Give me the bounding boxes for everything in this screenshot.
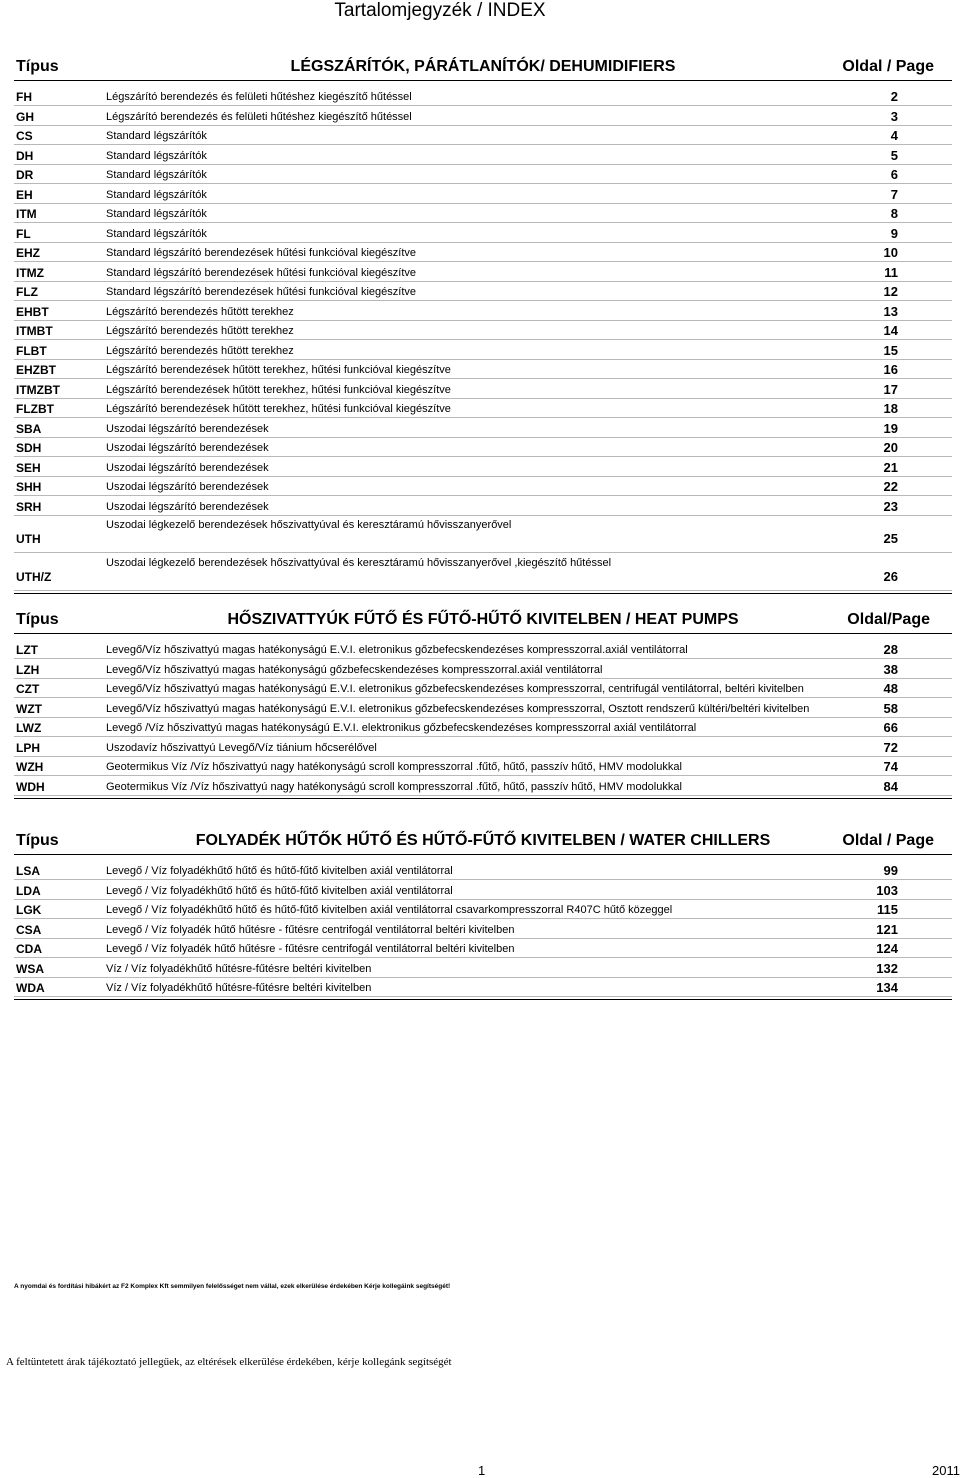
type-code: CZT: [16, 682, 40, 696]
index-row: [14, 459, 952, 477]
type-code: FH: [16, 90, 32, 104]
section-bottom-rule: [14, 798, 952, 799]
page-number-cell: 11: [884, 264, 898, 280]
row-description: Levegő / Víz folyadékhűtő hűtő és hűtő-fűtő kivitelben axiál ventilátorral: [106, 865, 453, 877]
row-description: Légszárító berendezés és felületi hűtéshez kiegészítő hűtéssel: [106, 110, 412, 123]
page-number-cell: 15: [883, 342, 898, 358]
row-description: Standard légszárítók: [106, 227, 207, 240]
page-column-header: Oldal / Page: [842, 58, 934, 75]
type-code: SDH: [16, 441, 42, 455]
type-code: WDA: [16, 981, 45, 995]
section-bottom-rule: [14, 593, 952, 594]
type-code: EHBT: [16, 304, 49, 319]
page-title: Tartalomjegyzék / INDEX: [334, 0, 546, 21]
row-description: Geotermikus Víz /Víz hőszivattyú nagy hatékonyságú scroll kompresszorral .fűtő, hűtő, passzív hűtő, HMV modolukkal: [106, 761, 682, 773]
type-code: SHH: [16, 480, 42, 494]
page-number-cell: 26: [883, 568, 898, 584]
page-number-cell: 20: [883, 440, 898, 455]
index-row: [14, 680, 952, 698]
type-code: FL: [16, 226, 31, 241]
index-row: [14, 127, 952, 145]
row-description: Levegő / Víz folyadék hűtő hűtésre - fűtésre centrifogál ventilátorral beltéri kivitelben: [106, 943, 515, 955]
type-code: WSA: [16, 961, 44, 976]
section-heat-pumps: [14, 605, 952, 799]
page-number-cell: 134: [876, 980, 898, 995]
type-code: LWZ: [16, 721, 42, 735]
index-rows: [14, 88, 952, 591]
index-row: [14, 186, 952, 204]
page-number-cell: 4: [890, 128, 898, 143]
row-description: Standard légszárítók: [106, 208, 207, 220]
row-description: Levegő/Víz hőszivattyú magas hatékonyságú E.V.I. eletronikus gőzbefecskendezéses kompresszorral.axiál ventilátorral: [106, 644, 688, 656]
type-code: CSA: [16, 922, 42, 937]
index-row: [14, 361, 952, 379]
page-number-cell: 58: [883, 700, 898, 716]
section-heading: LÉGSZÁRÍTÓK, PÁRÁTLANÍTÓK/ DEHUMIDIFIERS: [290, 58, 676, 75]
type-code: DH: [16, 148, 34, 163]
type-code: FLZ: [16, 285, 38, 299]
type-code: LZT: [16, 643, 38, 657]
type-code: ITM: [16, 207, 37, 221]
row-description: Levegő/Víz hőszivattyú magas hatékonyságú E.V.I. eletronikus gőzbefecskendezéses kompresszorral, Osztott rendszerű kültéri/beltéri kivitelben: [106, 702, 810, 715]
page-number-cell: 10: [883, 245, 898, 260]
type-code: SBA: [16, 421, 42, 436]
page-number-cell: 28: [883, 642, 898, 657]
row-description: Légszárító berendezés hűtött terekhez: [106, 305, 294, 318]
index-row: [14, 478, 952, 496]
index-row: [14, 166, 952, 184]
index-row: [14, 225, 952, 243]
row-description: Uszodavíz hőszivattyú Levegő/Víz tiánium hőcserélővel: [106, 741, 377, 754]
page-number: 1: [478, 1463, 486, 1478]
index-rows: [14, 862, 952, 997]
row-description: Levegő /Víz hőszivattyú magas hatékonyságú E.V.I. elektronikus gőzbefecskendezéses kompresszorral axiál ventilátorral: [106, 722, 697, 734]
index-row: [14, 517, 952, 553]
index-rows: [14, 641, 952, 796]
tipus-column-header: Típus: [16, 832, 59, 849]
index-row: [14, 700, 952, 718]
type-code: FLBT: [16, 343, 47, 358]
type-code: UTH/Z: [16, 569, 52, 584]
row-description: Standard légszárító berendezések hűtési funkcióval kiegészítve: [106, 266, 417, 279]
disclaimer-prices: A feltüntetett árak tájékoztató jellegűek, az eltérések elkerülése érdekében, kérje kollegánk segítségét: [6, 1356, 452, 1368]
page-number-cell: 9: [890, 225, 898, 241]
index-row: [14, 147, 952, 165]
page-number-cell: 3: [890, 108, 898, 124]
index-row: [14, 303, 952, 321]
page-number-cell: 16: [883, 362, 898, 377]
row-description: Standard légszárítók: [106, 130, 207, 142]
type-code: CDA: [16, 942, 42, 956]
row-description: Standard légszárítók: [106, 169, 207, 181]
row-description: Légszárító berendezések hűtött terekhez, hűtési funkcióval kiegészítve: [106, 383, 451, 396]
page-number-cell: 124: [876, 941, 898, 956]
section-header: [14, 52, 952, 81]
section-heading: FOLYADÉK HŰTŐK HŰTŐ ÉS HŰTŐ-FŰTŐ KIVITELBEN / WATER CHILLERS: [195, 832, 771, 849]
page-number-cell: 12: [883, 284, 898, 299]
row-description: Standard légszárító berendezések hűtési funkcióval kiegészítve: [106, 247, 417, 259]
row-description: Levegő / Víz folyadékhűtő hűtő és hűtő-fűtő kivitelben axiál ventilátorral: [106, 884, 453, 897]
type-code: WZT: [16, 701, 42, 716]
index-row: [14, 381, 952, 399]
row-description: Légszárító berendezés hűtött terekhez: [106, 344, 294, 357]
type-code: EHZ: [16, 246, 40, 260]
index-row: [14, 901, 952, 919]
page-number-cell: 132: [876, 960, 898, 976]
type-code: EHZBT: [16, 363, 56, 377]
type-code: LZH: [16, 662, 40, 677]
row-description: Uszodai légszárító berendezések: [106, 481, 269, 493]
type-code: SEH: [16, 460, 41, 475]
page-number-cell: 13: [883, 303, 898, 319]
type-code: LDA: [16, 883, 41, 898]
index-row: [14, 88, 952, 106]
page-number-cell: 99: [883, 863, 898, 878]
row-description: Uszodai légszárító berendezések: [106, 500, 269, 513]
index-row: [14, 322, 952, 340]
type-code: FLZBT: [16, 402, 54, 416]
page-number-cell: 66: [883, 720, 898, 735]
page-number-cell: 23: [883, 498, 898, 514]
page-number-cell: 6: [890, 167, 898, 182]
index-row: [14, 778, 952, 796]
index-row: [14, 661, 952, 679]
row-description: Standard légszárítók: [106, 149, 207, 162]
index-row: [14, 960, 952, 978]
index-row: [14, 555, 952, 591]
row-description: Levegő / Víz folyadék hűtő hűtésre - fűtésre centrifogál ventilátorral beltéri kivitelben: [106, 923, 515, 936]
page-number-cell: 22: [883, 479, 898, 494]
page-number-cell: 115: [877, 902, 898, 917]
row-description: Légszárító berendezés hűtött terekhez: [106, 325, 294, 337]
row-description: Standard légszárítók: [106, 188, 207, 201]
index-row: [14, 641, 952, 659]
footer-year: 2011: [932, 1463, 960, 1478]
section-bottom-rule: [14, 999, 952, 1000]
type-code: LGK: [16, 903, 42, 917]
tipus-column-header: Típus: [16, 611, 59, 628]
page-number-cell: 19: [883, 420, 898, 436]
type-code: ITMZBT: [16, 382, 60, 397]
row-description: Uszodai légkezelő berendezések hőszivattyúval és keresztáramú hővisszanyerővel ,kiegészítő hűtéssel: [106, 556, 612, 569]
index-row: [14, 283, 952, 301]
page-number-cell: 8: [890, 206, 898, 221]
row-description: Légszárító berendezés és felületi hűtéshez kiegészítő hűtéssel: [106, 91, 412, 103]
page-number-cell: 74: [883, 759, 898, 774]
page-column-header: Oldal / Page: [842, 832, 934, 849]
type-code: WDH: [16, 779, 45, 794]
section-water-chillers: [14, 826, 952, 1000]
row-description: Levegő/Víz hőszivattyú magas hatékonyságú E.V.I. eletronikus gőzbefecskendezéses kompresszorral, centrifugál ventilátorral, beltéri kivitelben: [106, 683, 804, 695]
page-number-cell: 121: [876, 921, 898, 937]
tipus-column-header: Típus: [16, 58, 59, 75]
type-code: LPH: [16, 740, 40, 755]
type-code: DR: [16, 168, 34, 182]
page-number-cell: 7: [890, 186, 898, 202]
type-code: EH: [16, 187, 33, 202]
row-description: Levegő / Víz folyadékhűtő hűtő és hűtő-fűtő kivitelben axiál ventilátorral csavarkompresszorral R407C hűtő közeggel: [106, 904, 673, 916]
index-row: [14, 244, 952, 262]
type-code: SRH: [16, 499, 42, 514]
index-row: [14, 940, 952, 958]
type-code: ITMBT: [16, 324, 53, 338]
index-row: [14, 205, 952, 223]
index-row: [14, 439, 952, 457]
row-description: Víz / Víz folyadékhűtő hűtésre-fűtésre beltéri kivitelben: [106, 982, 372, 994]
page-number-cell: 21: [883, 459, 898, 475]
index-row: [14, 342, 952, 360]
row-description: Uszodai légszárító berendezések: [106, 461, 269, 474]
row-description: Uszodai légkezelő berendezések hőszivattyúval és keresztáramú hővisszanyerővel: [106, 519, 512, 531]
row-description: Geotermikus Víz /Víz hőszivattyú nagy hatékonyságú scroll kompresszorral .fűtő, hűtő, passzív hűtő, HMV modolukkal: [106, 780, 682, 793]
page-number-cell: 84: [883, 778, 898, 794]
type-code: GH: [16, 109, 34, 124]
row-description: Levegő/Víz hőszivattyú magas hatékonyságú gőzbefecskendezéses kompresszorral.axiál ventilátorral: [106, 663, 603, 676]
page-number-cell: 25: [883, 531, 898, 546]
row-description: Uszodai légszárító berendezések: [106, 442, 269, 454]
index-row: [14, 862, 952, 880]
row-description: Víz / Víz folyadékhűtő hűtésre-fűtésre beltéri kivitelben: [106, 962, 372, 975]
index-row: [14, 758, 952, 776]
index-row: [14, 400, 952, 418]
index-row: [14, 882, 952, 900]
index-row: [14, 739, 952, 757]
section-heading: HŐSZIVATTYÚK FŰTŐ ÉS FŰTŐ-HŰTŐ KIVITELBEN / HEAT PUMPS: [227, 611, 739, 628]
index-row: [14, 498, 952, 516]
row-description: Légszárító berendezések hűtött terekhez, hűtési funkcióval kiegészítve: [106, 403, 451, 415]
page-number-cell: 14: [883, 323, 898, 338]
row-description: Légszárító berendezések hűtött terekhez, hűtési funkcióval kiegészítve: [106, 364, 451, 376]
index-row: [14, 719, 952, 737]
type-code: UTH: [16, 532, 41, 546]
index-row: [14, 108, 952, 126]
page-number-cell: 103: [876, 882, 898, 898]
section-dehumidifiers: [14, 52, 952, 594]
page-number-cell: 5: [890, 147, 898, 163]
index-row: [14, 264, 952, 282]
row-description: Uszodai légszárító berendezések: [106, 422, 269, 435]
page-number-cell: 17: [883, 381, 898, 397]
type-code: LSA: [16, 864, 40, 878]
index-row: [14, 420, 952, 438]
page-number-cell: 72: [883, 739, 898, 755]
index-row: [14, 979, 952, 997]
page-number-cell: 48: [883, 681, 898, 696]
page-number-cell: 2: [890, 89, 898, 104]
type-code: WZH: [16, 760, 44, 774]
index-row: [14, 921, 952, 939]
row-description: Standard légszárító berendezések hűtési funkcióval kiegészítve: [106, 286, 417, 298]
type-code: ITMZ: [16, 265, 44, 280]
section-header: [14, 826, 952, 855]
page-number-cell: 18: [883, 401, 898, 416]
page-number-cell: 38: [883, 661, 898, 677]
type-code: CS: [16, 129, 33, 143]
disclaimer-small: A nyomdai és fordítási hibákért az F2 Komplex Kft semmilyen felelősséget nem vállal, ezek elkerülése érdekében Kérje kollegáink segítségét!: [14, 1283, 451, 1290]
page-column-header: Oldal/Page: [847, 611, 930, 628]
section-header: [14, 605, 952, 634]
